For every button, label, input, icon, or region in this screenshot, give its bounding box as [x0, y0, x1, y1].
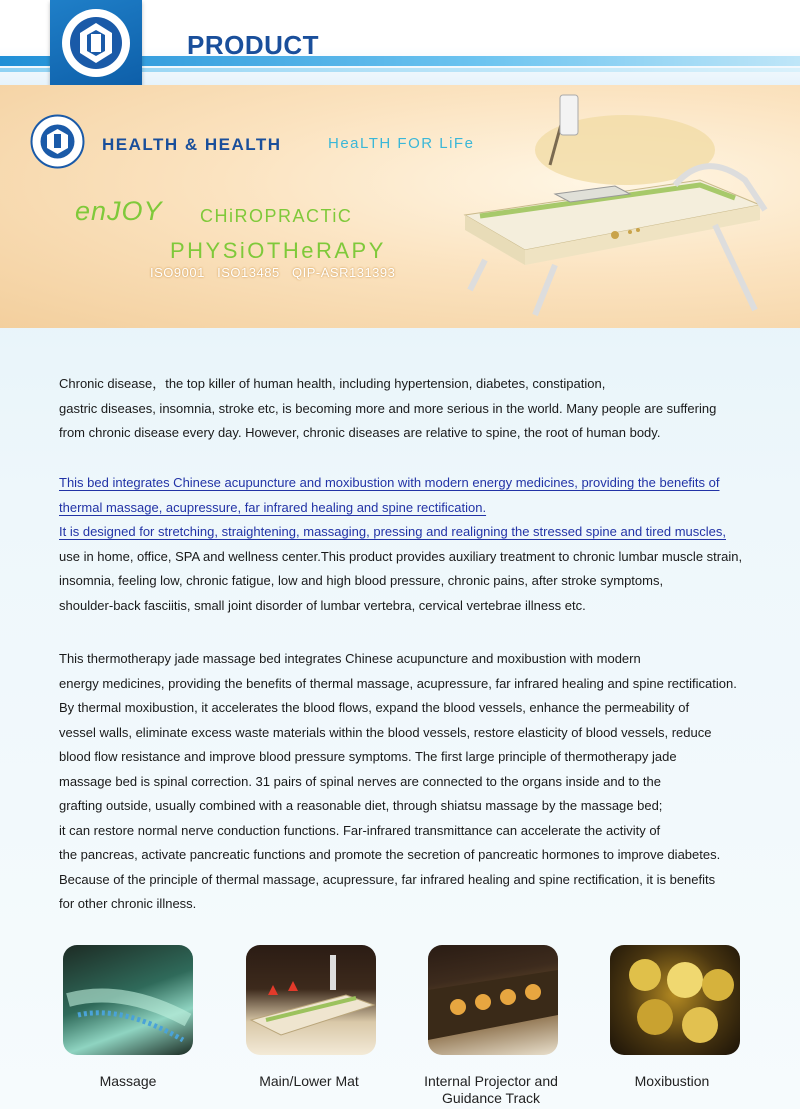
text-line: This thermotherapy jade massage bed integrates Chinese acupuncture and moxibustion with modern: [59, 651, 641, 666]
brand-name: HEALTH & HEALTH: [102, 135, 282, 154]
text-line: for other chronic illness.: [59, 896, 197, 911]
moxibustion-image: [610, 945, 740, 1055]
brand-slogan: HeaLTH FOR LiFe: [328, 135, 475, 152]
text-line: grafting outside, usually combined with a reasonable diet, through shiatsu massage by the massage bed;: [59, 798, 663, 813]
physiotherapy-text: PHYSiOTHeRAPY: [170, 238, 386, 263]
hero-banner: [0, 85, 800, 328]
text-line: Chronic disease，the top killer of human health, including hypertension, diabetes, constipation,: [59, 376, 606, 391]
text-line: insomnia, feeling low, chronic fatigue, low and high blood pressure, chronic pains, after stroke symptoms,: [59, 573, 664, 588]
chiropractic-text: CHiROPRACTiC: [200, 206, 353, 226]
highlighted-line: It is designed for stretching, straightening, massaging, pressing and realigning the stressed spine and tired muscles,: [59, 524, 726, 539]
feature-label-internal-projector: Internal Projector and Guidance Track: [424, 1073, 558, 1106]
enjoy-text: enJOY: [75, 196, 163, 226]
text-line: it can restore normal nerve conduction functions. Far-infrared transmittance can accelerate the activity of: [59, 822, 661, 838]
text-line: By thermal moxibustion, it accelerates the blood flows, expand the blood vessels, enhance the permeability of: [59, 700, 690, 715]
highlighted-line: thermal massage, acupressure, far infrared healing and spine rectification.: [59, 499, 487, 515]
text-line: massage bed is spinal correction. 31 pairs of spinal nerves are connected to the organs inside and to the: [59, 773, 661, 789]
text-line: the pancreas, activate pancreatic functions and promote the secretion of pancreatic hormones to improve diabetes.: [59, 847, 721, 862]
text-line: energy medicines, providing the benefits of thermal massage, acupressure, far infrared healing and spine rectification.: [59, 675, 737, 691]
internal-projector-image: [428, 945, 558, 1055]
massage-bed-illustration: [455, 90, 800, 325]
feature-label-main-lower-mat: Main/Lower Mat: [259, 1073, 359, 1089]
feature-label-massage: Massage: [99, 1073, 157, 1089]
text-line: use in home, office, SPA and wellness center.This product provides auxiliary treatment to chronic lumbar muscle strain,: [59, 548, 743, 564]
massage-image: [63, 945, 193, 1055]
highlighted-line: This bed integrates Chinese acupuncture and moxibustion with modern energy medicines, providing the benefits of: [59, 475, 720, 490]
feature-label-moxibustion: Moxibustion: [634, 1073, 710, 1089]
text-line: gastric diseases, insomnia, stroke etc, is becoming more and more serious in the world. Many people are suffering: [59, 400, 717, 416]
company-logo: [50, 0, 142, 88]
text-line: blood flow resistance and improve blood pressure symptoms. The first large principle of thermotherapy jade: [59, 749, 677, 764]
text-line: from chronic disease every day. However, chronic diseases are relative to spine, the root of human body.: [59, 425, 661, 440]
banner-logo: [30, 114, 85, 169]
intro-paragraph: [59, 372, 716, 446]
text-line: vessel walls, eliminate excess waste materials within the blood vessels, restore elasticity of blood vessels, reduce: [59, 724, 712, 740]
text-line: shoulder-back fasciitis, small joint disorder of lumbar vertebra, cervical vertebrae illness etc.: [59, 597, 586, 613]
main-lower-mat-image: [246, 945, 376, 1055]
page-title: PRODUCT: [187, 30, 320, 60]
feature-paragraph: [59, 471, 742, 618]
detail-paragraph: [59, 647, 737, 917]
certifications-text: ISO9001 ISO13485 QIP-ASR131393: [150, 265, 396, 280]
page-header: [0, 0, 800, 85]
text-line: Because of the principle of thermal massage, acupressure, far infrared healing and spine rectification, it is benefits: [59, 871, 716, 887]
